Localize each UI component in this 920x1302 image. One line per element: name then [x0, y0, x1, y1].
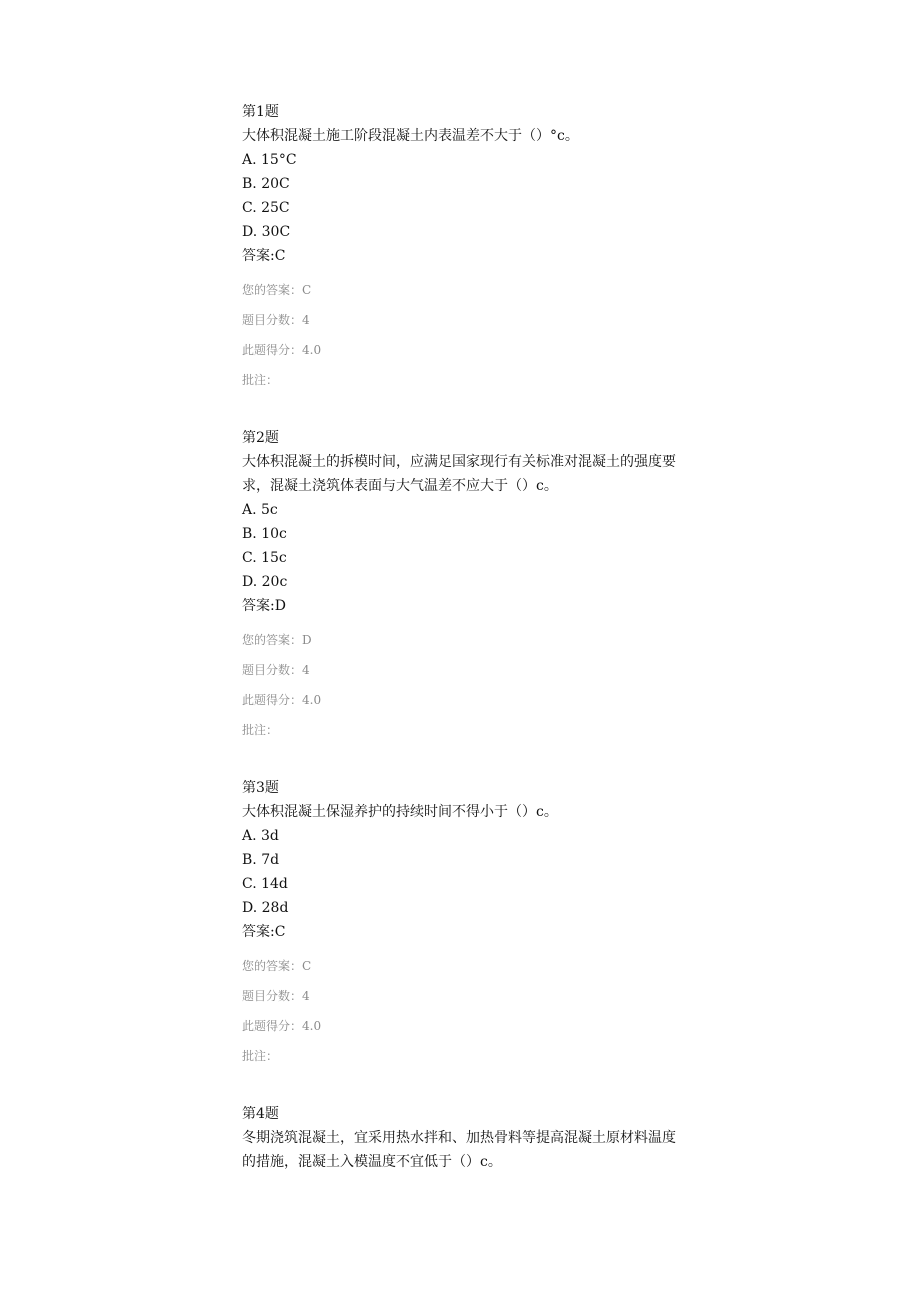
question-title: 第1题: [242, 104, 279, 120]
earned-score: 此题得分：4.0: [242, 693, 322, 707]
option-a: A. 3d: [242, 828, 279, 844]
comment-label: 批注：: [242, 373, 279, 387]
question-score: 题目分数：4: [242, 989, 310, 1003]
question-score: 题目分数：4: [242, 313, 310, 327]
option-d: D. 30C: [242, 224, 291, 240]
earned-score: 此题得分：4.0: [242, 1019, 322, 1033]
comment-label: 批注：: [242, 723, 279, 737]
your-answer: 您的答案：D: [242, 633, 312, 647]
option-d: D. 28d: [242, 900, 289, 916]
question-3: [242, 776, 702, 1064]
question-stem: 大体积混凝土施工阶段混凝土内表温差不大于（）°c。: [242, 128, 579, 144]
question-4: [242, 1102, 702, 1174]
question-1: [242, 100, 702, 388]
option-b: B. 10c: [242, 526, 287, 542]
question-title: 第2题: [242, 430, 279, 446]
your-answer: 您的答案：C: [242, 959, 312, 973]
option-b: B. 20C: [242, 176, 290, 192]
question-score: 题目分数：4: [242, 663, 310, 677]
question-stem: 大体积混凝土的拆模时间，应满足国家现行有关标准对混凝土的强度要求，混凝土浇筑体表面与大气温差不应大于（）c。: [242, 454, 676, 494]
quiz-page: [242, 100, 702, 1174]
option-c: C. 15c: [242, 550, 287, 566]
question-title: 第4题: [242, 1106, 279, 1122]
correct-answer: 答案:C: [242, 248, 286, 264]
option-c: C. 14d: [242, 876, 288, 892]
your-answer: 您的答案：C: [242, 283, 312, 297]
comment-label: 批注：: [242, 1049, 279, 1063]
option-d: D. 20c: [242, 574, 288, 590]
question-stem: 大体积混凝土保湿养护的持续时间不得小于（）c。: [242, 804, 558, 820]
question-2: [242, 426, 702, 738]
question-stem: 冬期浇筑混凝土，宜采用热水拌和、加热骨料等提高混凝土原材料温度的措施，混凝土入模温度不宜低于（）c。: [242, 1130, 676, 1170]
correct-answer: 答案:C: [242, 924, 286, 940]
option-a: A. 5c: [242, 502, 278, 518]
earned-score: 此题得分：4.0: [242, 343, 322, 357]
option-c: C. 25C: [242, 200, 290, 216]
correct-answer: 答案:D: [242, 598, 286, 614]
question-title: 第3题: [242, 780, 279, 796]
option-a: A. 15°C: [242, 152, 297, 168]
option-b: B. 7d: [242, 852, 280, 868]
